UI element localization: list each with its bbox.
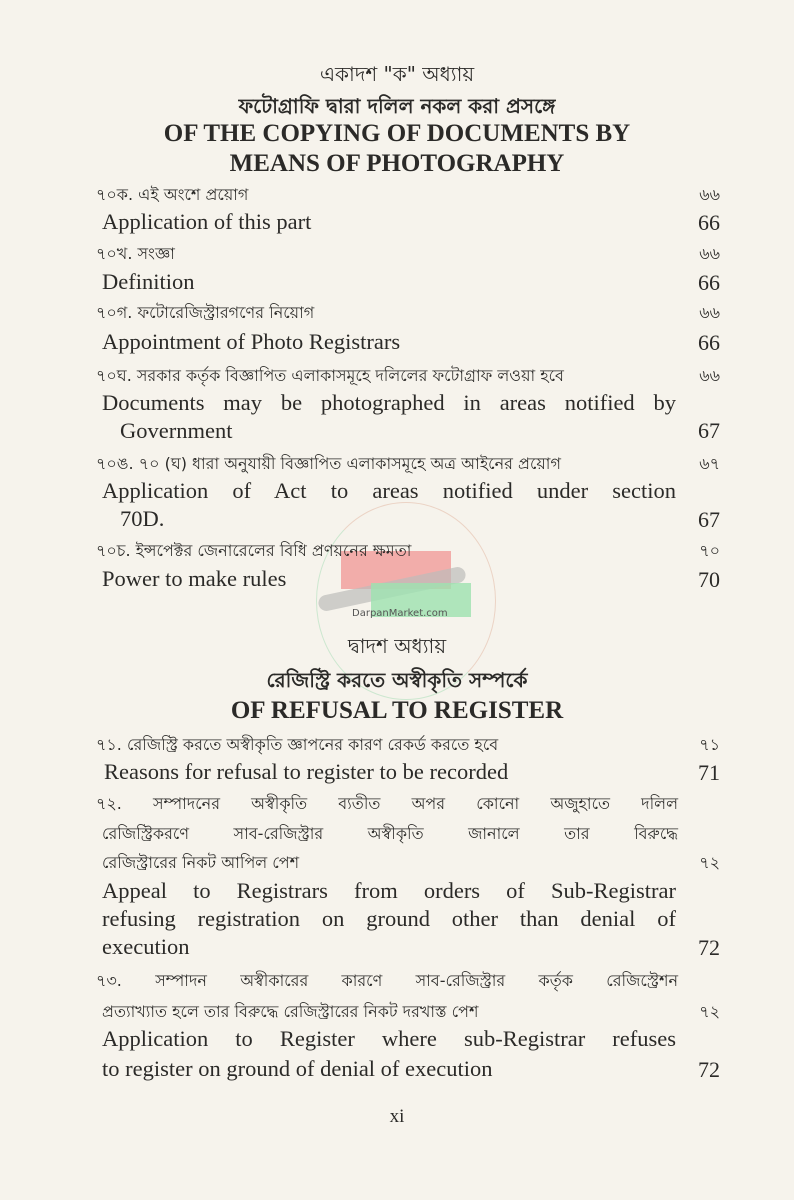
toc-entry-en: to register on ground of denial of execution (102, 1056, 493, 1081)
toc-page-en: 71 (698, 760, 720, 785)
chapter-subject: রেজিস্ট্রি করতে অস্বীকৃতি সম্পর্কে (266, 668, 528, 692)
toc-entry-bn: প্রত্যাখ্যাত হলে তার বিরুদ্ধে রেজিস্ট্রারের নিকট দরখাস্ত পেশ (102, 1002, 479, 1021)
toc-page-bn: ৭২ (699, 1002, 720, 1021)
toc-entry-en: Appointment of Photo Registrars (102, 329, 401, 354)
page-number: xi (389, 1106, 405, 1127)
toc-page-en: 70 (698, 567, 720, 592)
toc-entry-bn: ৭৩. সম্পাদন অস্বীকারের কারণে সাব-রেজিস্ট্রার কর্তৃক রেজিস্ট্রেশন (96, 971, 678, 990)
toc-entry-bn: ৭১. রেজিস্ট্রি করতে অস্বীকৃতি জ্ঞাপনের কারণ রেকর্ড করতে হবে (96, 735, 499, 754)
toc-entry-bn: ৭০ঘ. সরকার কর্তৃক বিজ্ঞাপিত এলাকাসমূহে দলিলের ফটোগ্রাফ লওয়া হবে (96, 366, 564, 385)
toc-entry-bn: ৭২. সম্পাদনের অস্বীকৃতি ব্যতীত অপর কোনো অজুহাতে দলিল (96, 794, 678, 813)
toc-page-en: 66 (698, 270, 720, 295)
toc-page-bn: ৬৬ (699, 185, 720, 204)
toc-page-en: 66 (698, 330, 720, 355)
toc-entry-en: execution (102, 934, 190, 959)
toc-page-bn: ৭২ (699, 853, 720, 872)
toc-entry-en: 70D. (120, 506, 165, 531)
toc-entry-bn: ৭০চ. ইন্সপেক্টর জেনারেলের বিধি প্রণয়নের ক্ষমতা (96, 541, 412, 560)
toc-page-en: 72 (698, 1057, 720, 1082)
toc-entry-en: Reasons for refusal to register to be recorded (104, 759, 509, 784)
toc-entry-en: Definition (102, 269, 195, 294)
toc-entry-bn: ৭০খ. সংজ্ঞা (96, 244, 175, 263)
chapter-title: দ্বাদশ অধ্যায় (347, 634, 447, 658)
toc-entry-bn: ৭০গ. ফটোরেজিস্ট্রারগণের নিয়োগ (96, 303, 315, 322)
toc-page-en: 67 (698, 418, 720, 443)
chapter-heading: OF REFUSAL TO REGISTER (230, 697, 564, 724)
toc-page-bn: ৭১ (699, 735, 720, 754)
toc-entry-bn: ৭০ঙ. ৭০ (ঘ) ধারা অনুযায়ী বিজ্ঞাপিত এলাকাসমূহে অত্র আইনের প্রয়োগ (96, 454, 561, 473)
chapter-heading-line2: MEANS OF PHOTOGRAPHY (229, 150, 565, 177)
toc-entry-en: Application of Act to areas notified under section (102, 478, 676, 503)
toc-entry-en: Application to Register where sub-Registrar refuses (102, 1026, 676, 1051)
toc-page-en: 72 (698, 935, 720, 960)
toc-entry-en: Appeal to Registrars from orders of Sub-Registrar (102, 878, 676, 903)
toc-entry-bn: রেজিস্ট্রিকরণে সাব-রেজিস্ট্রার অস্বীকৃতি জানালে তার বিরুদ্ধে (102, 824, 678, 843)
chapter-heading-line1: OF THE COPYING OF DOCUMENTS BY (163, 120, 631, 147)
toc-entry-bn: রেজিস্ট্রারের নিকট আপিল পেশ (102, 853, 300, 872)
toc-page-bn: ৬৬ (699, 303, 720, 322)
toc-page-bn: ৬৬ (699, 244, 720, 263)
toc-entry-en: Government (120, 418, 233, 443)
toc-entry-bn: ৭০ক. এই অংশে প্রয়োগ (96, 185, 249, 204)
watermark-site: DarpanMarket.com (352, 608, 448, 619)
chapter-subject: ফটোগ্রাফি দ্বারা দলিল নকল করা প্রসঙ্গে (238, 94, 556, 118)
toc-page-bn: ৭০ (699, 541, 720, 560)
toc-entry-en: refusing registration on ground other than denial of (102, 906, 676, 931)
toc-entry-en: Power to make rules (102, 566, 287, 591)
chapter-title: একাদশ "ক" অধ্যায় (319, 62, 475, 86)
toc-entry-en: Application of this part (102, 209, 312, 234)
toc-entry-en: Documents may be photographed in areas notified by (102, 390, 676, 415)
toc-page-en: 66 (698, 210, 720, 235)
toc-page-bn: ৬৭ (699, 454, 720, 473)
toc-page-bn: ৬৬ (699, 366, 720, 385)
toc-page-en: 67 (698, 507, 720, 532)
